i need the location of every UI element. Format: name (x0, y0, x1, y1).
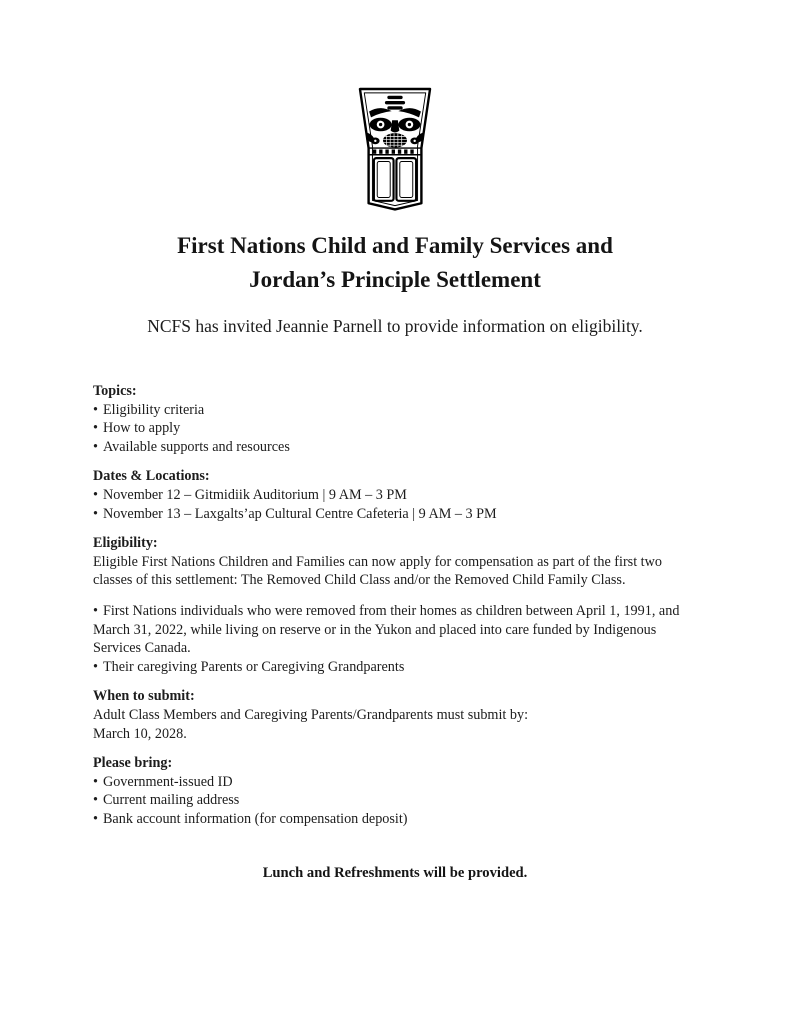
list-item-text: How to apply (102, 420, 181, 437)
bullet-icon: • (93, 486, 98, 503)
page-title-line-1: First Nations Child and Family Services and (177, 233, 613, 258)
list-item-text: November 13 – Laxgalts’ap Cultural Centre Cafeteria | 9 AM – 3 PM (102, 505, 497, 522)
list-item-text: First Nations individuals who were removed from their homes as children between April 1, 1991, and March 31, 2022, while living on reserve or in the Yukon and placed into care funded by Indigenous Services Canada. (93, 602, 680, 657)
list-item (93, 401, 700, 420)
subtitle: NCFS has invited Jeannie Parnell to provide information on eligibility. (147, 316, 643, 336)
section-heading: Eligibility: (93, 535, 158, 552)
list-item (93, 486, 700, 505)
list-item (93, 791, 700, 810)
list-item (93, 810, 700, 829)
section-heading: Dates & Locations: (93, 468, 210, 485)
bullet-icon: • (93, 420, 98, 437)
section-eligibility (93, 534, 700, 676)
list-item (93, 602, 700, 658)
list-item-text: Eligibility criteria (102, 401, 205, 418)
list-item-text: Available supports and resources (102, 438, 290, 455)
section-heading: Please bring: (93, 755, 173, 772)
body-text-line: March 10, 2028. (93, 725, 187, 742)
section-dates-locations (93, 467, 700, 523)
bullet-icon: • (93, 810, 98, 827)
list-item-text: Current mailing address (102, 792, 240, 809)
bullet-icon: • (93, 438, 98, 455)
body-paragraph: Eligible First Nations Children and Families can now apply for compensation as part of the first two classes of this settlement: The Removed Child Class and/or the Removed Child Family Class. (93, 553, 662, 589)
list-item-text: Government-issued ID (102, 773, 233, 790)
section-please-bring (93, 754, 700, 828)
list-item (93, 658, 700, 677)
logo-container (0, 0, 790, 217)
bullet-icon: • (93, 505, 98, 522)
list-item (93, 773, 700, 792)
list-item (93, 419, 700, 438)
bullet-icon: • (93, 658, 98, 675)
section-topics (93, 382, 700, 456)
page-title (0, 229, 790, 297)
page-title-line-2: Jordan’s Principle Settlement (249, 267, 541, 292)
section-heading: Topics: (93, 383, 137, 399)
list-item-text: November 12 – Gitmidiik Auditorium | 9 AM – 3 PM (102, 486, 407, 503)
bullet-icon: • (93, 602, 98, 619)
section-when-to-submit (93, 687, 700, 743)
section-heading: When to submit: (93, 688, 195, 705)
bullet-icon: • (93, 401, 98, 418)
list-item-text: Bank account information (for compensation deposit) (102, 810, 408, 827)
list-item-text: Their caregiving Parents or Caregiving Grandparents (102, 658, 405, 675)
list-item (93, 505, 700, 524)
body-text-line: Adult Class Members and Caregiving Parents/Grandparents must submit by: (93, 706, 529, 723)
body-content (93, 382, 700, 828)
bullet-icon: • (93, 792, 98, 809)
bullet-icon: • (93, 773, 98, 790)
footer-note: Lunch and Refreshments will be provided. (262, 865, 528, 882)
first-nations-formline-crest-logo-icon (347, 86, 443, 212)
list-item (93, 438, 700, 457)
